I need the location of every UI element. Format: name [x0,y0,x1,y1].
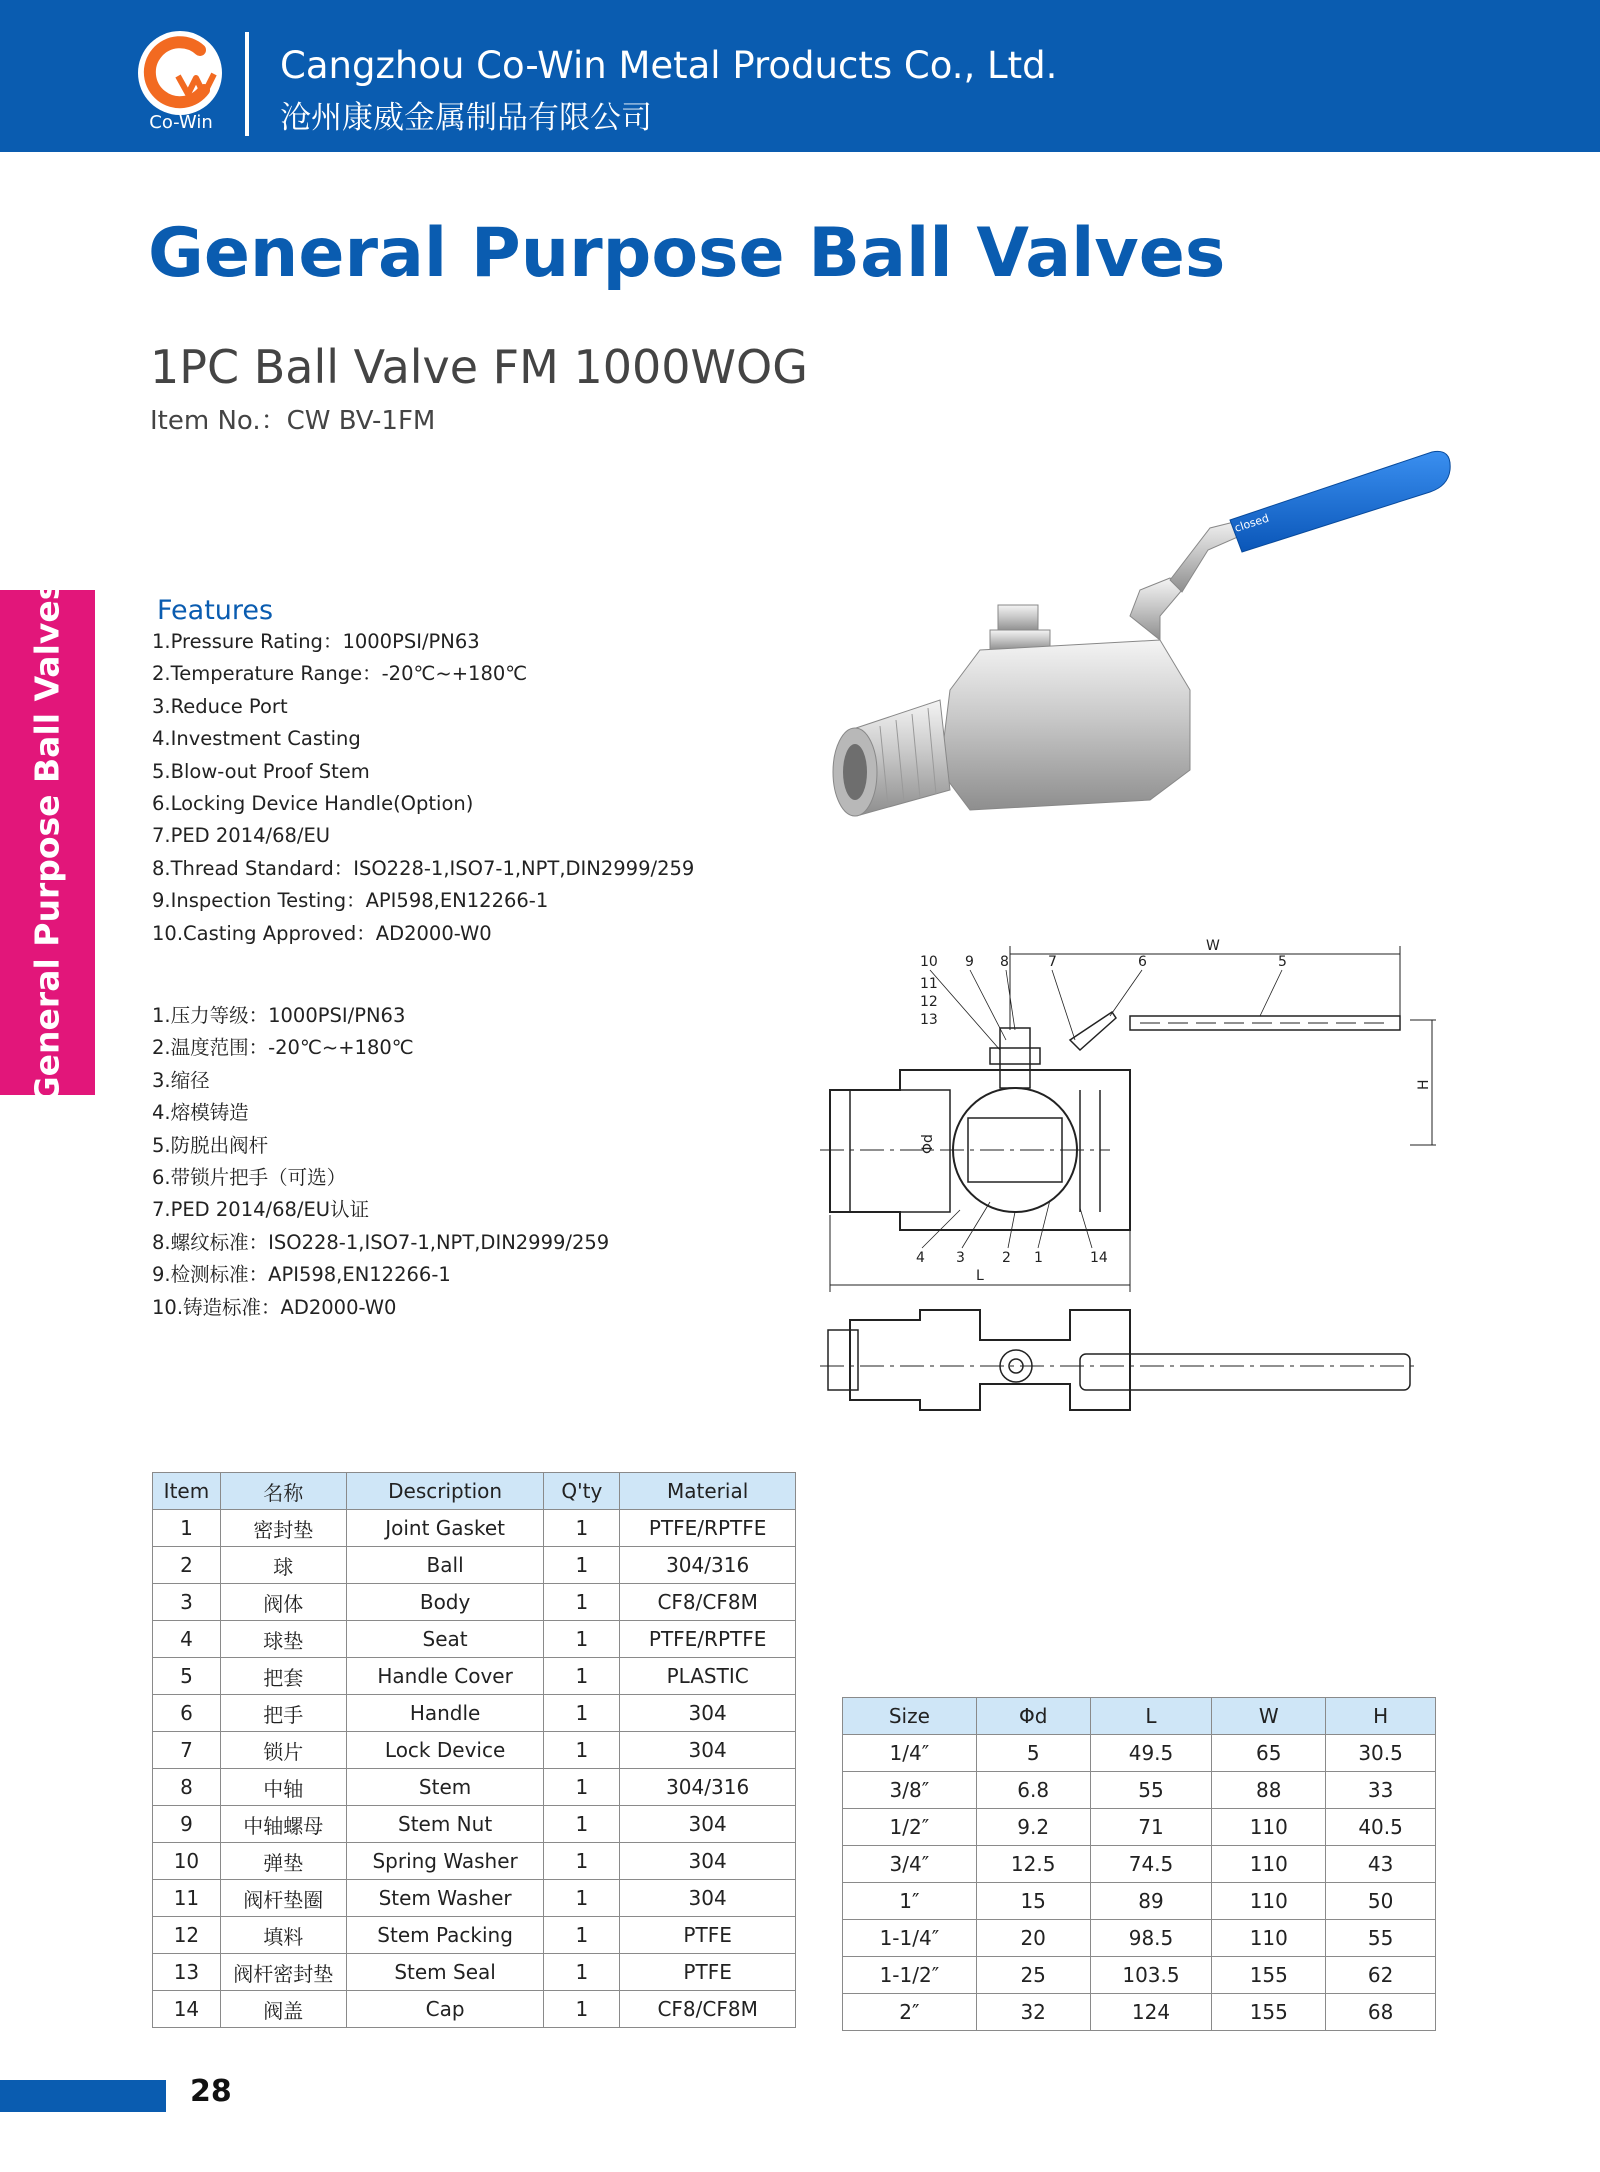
table-row [153,1991,796,2028]
table-cell: CF8/CF8M [620,1584,796,1621]
table-cell: 1 [544,1510,620,1547]
feature-item: 2.温度范围：-20℃~+180℃ [152,1036,414,1060]
table-cell: 1 [544,1547,620,1584]
table-cell: 球垫 [220,1621,346,1658]
table-cell: 43 [1326,1846,1436,1883]
table-cell: 1 [544,1621,620,1658]
feature-item: 4.熔模铸造 [152,1101,249,1125]
table-row [153,1880,796,1917]
table-row [843,1883,1436,1920]
table-cell: 中轴 [220,1769,346,1806]
feature-item: 7.PED 2014/68/EU认证 [152,1198,370,1222]
table-cell: 球 [220,1547,346,1584]
features-heading: Features [157,595,274,626]
table-cell: Handle [346,1695,544,1732]
table-row [153,1658,796,1695]
table-cell: 304 [620,1732,796,1769]
table-cell: 中轴螺母 [220,1806,346,1843]
dim-l-label: L [976,1268,984,1284]
part-label: 3 [956,1250,965,1266]
feature-item: 10.铸造标准：AD2000-W0 [152,1295,397,1319]
table-row [153,1510,796,1547]
table-cell: 68 [1326,1994,1436,2031]
feature-item: 9.Inspection Testing：API598,EN12266-1 [152,889,549,913]
table-cell: Stem [346,1769,544,1806]
table-cell: 155 [1212,1994,1326,2031]
table-cell: 15 [976,1883,1090,1920]
table-cell: Lock Device [346,1732,544,1769]
table-cell: Spring Washer [346,1843,544,1880]
table-cell: 30.5 [1326,1735,1436,1772]
part-label: 9 [965,954,974,970]
feature-item: 8.螺纹标准：ISO228-1,ISO7-1,NPT,DIN2999/259 [152,1230,610,1254]
table-cell: 124 [1090,1994,1212,2031]
table-cell: 3 [153,1584,221,1621]
feature-item: 1.压力等级：1000PSI/PN63 [152,1004,406,1027]
part-label: 11 [920,976,938,992]
table-cell: 3/4″ [843,1846,977,1883]
item-number: Item No.：CW BV-1FM [150,406,436,436]
table-cell: 49.5 [1090,1735,1212,1772]
feature-item: 10.Casting Approved：AD2000-W0 [152,921,492,945]
table-cell: PTFE [620,1917,796,1954]
column-header: 名称 [220,1473,346,1510]
header-divider [245,32,249,136]
table-cell: 1 [153,1510,221,1547]
table-row [153,1843,796,1880]
table-row [153,1547,796,1584]
handle-closed-text: closed [1232,511,1271,535]
table-header-row [153,1473,796,1510]
feature-item: 2.Temperature Range：-20℃~+180℃ [152,662,528,686]
table-cell: 把手 [220,1695,346,1732]
table-cell: 33 [1326,1772,1436,1809]
table-cell: 14 [153,1991,221,2028]
table-cell: 103.5 [1090,1957,1212,1994]
part-label: 13 [920,1012,938,1028]
column-header: L [1090,1698,1212,1735]
feature-item: 5.Blow-out Proof Stem [152,759,370,783]
table-cell: PTFE/RPTFE [620,1510,796,1547]
table-row [153,1584,796,1621]
column-header: Material [620,1473,796,1510]
table-cell: 9 [153,1806,221,1843]
table-cell: 锁片 [220,1732,346,1769]
table-cell: 55 [1326,1920,1436,1957]
table-cell: PLASTIC [620,1658,796,1695]
table-cell: 110 [1212,1846,1326,1883]
table-cell: 1 [544,1917,620,1954]
table-cell: 110 [1212,1920,1326,1957]
table-cell: 1/2″ [843,1809,977,1846]
table-cell: 8 [153,1769,221,1806]
table-cell: 20 [976,1920,1090,1957]
table-cell: 阀盖 [220,1991,346,2028]
table-cell: 1″ [843,1883,977,1920]
part-label: 10 [920,954,938,970]
table-cell: Ball [346,1547,544,1584]
feature-item: 9.检测标准：API598,EN12266-1 [152,1263,451,1287]
side-tab-label: General Purpose Ball Valves [27,580,67,1104]
table-cell: 阀杆垫圈 [220,1880,346,1917]
dim-h-label: H [1416,1079,1432,1090]
table-cell: 155 [1212,1957,1326,1994]
table-cell: 1 [544,1695,620,1732]
table-cell: Seat [346,1621,544,1658]
feature-item: 6.Locking Device Handle(Option) [152,791,474,815]
table-cell: 304 [620,1806,796,1843]
feature-item: 8.Thread Standard：ISO228-1,ISO7-1,NPT,DIN2999/259 [152,856,695,880]
part-label: 6 [1138,954,1147,970]
table-cell: 11 [153,1880,221,1917]
table-cell: 2″ [843,1994,977,2031]
part-label: 5 [1278,954,1287,970]
page-number: 28 [190,2074,232,2109]
feature-item: 3.Reduce Port [152,694,288,718]
part-label: 7 [1048,954,1057,970]
table-cell: 填料 [220,1917,346,1954]
part-label: 2 [1002,1250,1011,1266]
table-cell: 12 [153,1917,221,1954]
table-cell: 阀体 [220,1584,346,1621]
part-label: 12 [920,994,938,1010]
table-cell: 304 [620,1843,796,1880]
table-row [153,1806,796,1843]
feature-item: 4.Investment Casting [152,727,361,751]
table-cell: 1 [544,1880,620,1917]
features-list-cn [152,1000,609,1324]
parts-table [152,1472,796,2028]
company-name-cn: 沧州康威金属制品有限公司 [280,100,652,136]
feature-item: 7.PED 2014/68/EU [152,824,331,848]
column-header: H [1326,1698,1436,1735]
column-header: W [1212,1698,1326,1735]
table-cell: Joint Gasket [346,1510,544,1547]
ball-valve-photo [830,440,1450,840]
table-cell: 1 [544,1954,620,1991]
column-header: Size [843,1698,977,1735]
table-row [843,1920,1436,1957]
table-cell: 71 [1090,1809,1212,1846]
table-cell: 把套 [220,1658,346,1695]
table-row [843,1735,1436,1772]
feature-item: 5.防脱出阀杆 [152,1133,269,1157]
table-cell: 7 [153,1732,221,1769]
table-cell: 65 [1212,1735,1326,1772]
table-cell: 1 [544,1991,620,2028]
table-cell: 4 [153,1621,221,1658]
column-header: Item [153,1473,221,1510]
table-cell: 1 [544,1843,620,1880]
part-label: 1 [1034,1250,1043,1266]
table-cell: 55 [1090,1772,1212,1809]
table-cell: 32 [976,1994,1090,2031]
table-row [843,1994,1436,2031]
table-cell: Cap [346,1991,544,2028]
table-cell: 110 [1212,1809,1326,1846]
table-cell: 74.5 [1090,1846,1212,1883]
product-subtitle: 1PC Ball Valve FM 1000WOG [150,340,808,394]
dim-d-label: Φd [920,1134,936,1154]
table-cell: 3/8″ [843,1772,977,1809]
table-cell: 5 [153,1658,221,1695]
table-cell: 6 [153,1695,221,1732]
table-cell: 9.2 [976,1809,1090,1846]
table-cell: CF8/CF8M [620,1991,796,2028]
table-cell: 1-1/2″ [843,1957,977,1994]
table-header-row [843,1698,1436,1735]
table-cell: 弹垫 [220,1843,346,1880]
table-cell: Stem Seal [346,1954,544,1991]
table-row [843,1772,1436,1809]
table-row [843,1809,1436,1846]
table-cell: 5 [976,1735,1090,1772]
page-title: General Purpose Ball Valves [148,214,1226,293]
table-cell: 304 [620,1880,796,1917]
table-cell: Stem Washer [346,1880,544,1917]
table-cell: PTFE [620,1954,796,1991]
table-cell: 阀杆密封垫 [220,1954,346,1991]
feature-item: 6.带锁片把手（可选） [152,1165,347,1189]
column-header: Φd [976,1698,1090,1735]
table-cell: 50 [1326,1883,1436,1920]
company-name-en: Cangzhou Co-Win Metal Products Co., Ltd. [280,44,1058,87]
table-cell: 13 [153,1954,221,1991]
size-table [842,1697,1436,2031]
table-cell: Body [346,1584,544,1621]
table-cell: Handle Cover [346,1658,544,1695]
table-cell: 10 [153,1843,221,1880]
table-cell: 1 [544,1769,620,1806]
technical-drawing [820,940,1430,1480]
table-cell: PTFE/RPTFE [620,1621,796,1658]
table-cell: 1 [544,1658,620,1695]
table-cell: 1 [544,1584,620,1621]
table-row [843,1957,1436,1994]
table-row [153,1917,796,1954]
part-label: 14 [1090,1250,1108,1266]
table-cell: 304/316 [620,1769,796,1806]
table-cell: 40.5 [1326,1809,1436,1846]
table-row [153,1732,796,1769]
table-cell: 12.5 [976,1846,1090,1883]
table-cell: 110 [1212,1883,1326,1920]
feature-item: 3.缩径 [152,1068,210,1092]
table-row [153,1769,796,1806]
logo-label: Co-Win [149,112,213,133]
table-row [153,1695,796,1732]
table-cell: 6.8 [976,1772,1090,1809]
column-header: Description [346,1473,544,1510]
table-cell: 89 [1090,1883,1212,1920]
table-cell: 1/4″ [843,1735,977,1772]
table-row [153,1954,796,1991]
dim-w-label: W [1206,938,1220,954]
table-cell: 1-1/4″ [843,1920,977,1957]
table-cell: 密封垫 [220,1510,346,1547]
header-bar [0,0,1600,152]
part-label: 8 [1000,954,1009,970]
table-cell: 1 [544,1806,620,1843]
column-header: Q'ty [544,1473,620,1510]
table-row [153,1621,796,1658]
table-cell: 25 [976,1957,1090,1994]
table-cell: Stem Nut [346,1806,544,1843]
table-cell: 62 [1326,1957,1436,1994]
table-cell: 88 [1212,1772,1326,1809]
footer-bar [0,2080,166,2112]
feature-item: 1.Pressure Rating：1000PSI/PN63 [152,630,480,653]
table-cell: 304/316 [620,1547,796,1584]
part-label: 4 [916,1250,925,1266]
table-cell: 2 [153,1547,221,1584]
table-row [843,1846,1436,1883]
table-cell: 98.5 [1090,1920,1212,1957]
handle-open-text: open [1226,494,1258,515]
table-cell: Stem Packing [346,1917,544,1954]
features-list-en [152,626,694,950]
table-cell: 1 [544,1732,620,1769]
table-cell: 304 [620,1695,796,1732]
